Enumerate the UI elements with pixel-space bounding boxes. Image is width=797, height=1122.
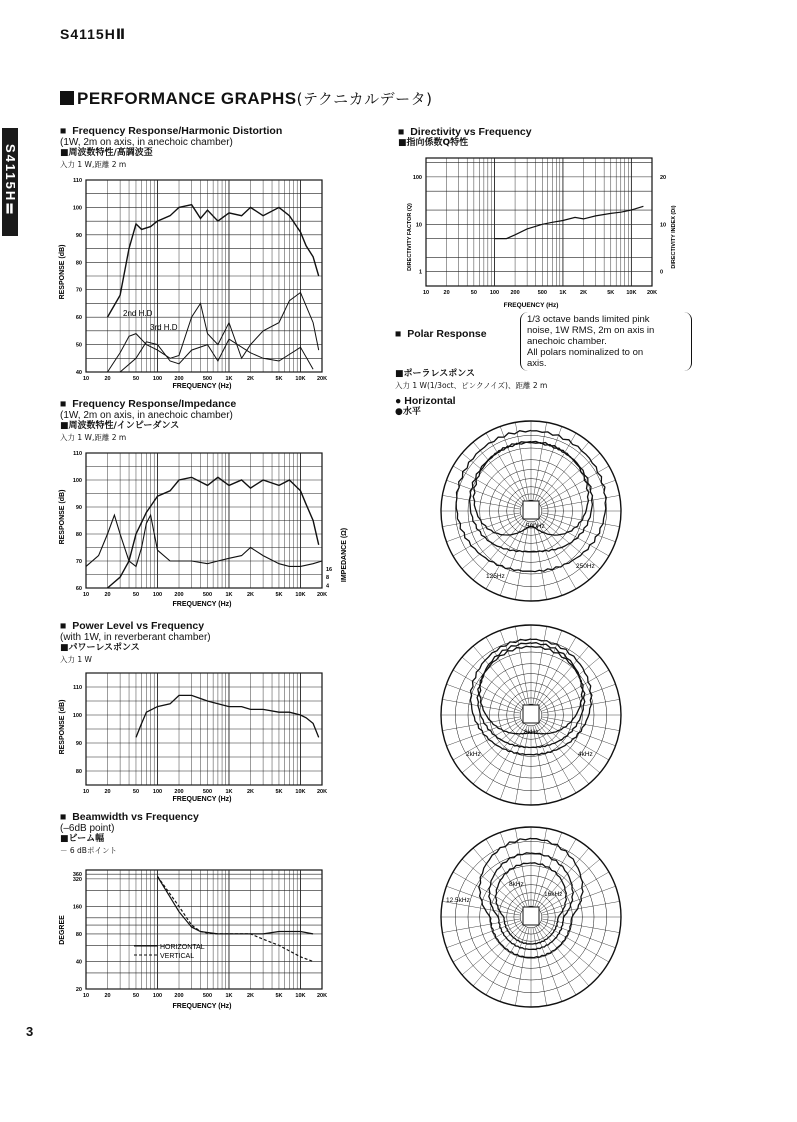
legend-vertical: VERTICAL — [160, 953, 195, 960]
sec-freq-harm: ■ Frequency Response/Harmonic Distortion (1W, 2m on axis, in anechoic chamber) ■周波数特性/高調波歪 入力 1 W,距離 2 m — [60, 125, 283, 169]
polar-note-line: anechoic chamber. — [527, 336, 607, 347]
x-tick-label: 20 — [104, 789, 111, 795]
y2-tick-label: 20 — [660, 174, 667, 181]
x-tick-label: 200 — [174, 993, 184, 999]
x-tick-label: 5K — [275, 789, 283, 795]
sec-title: Power Level vs Frequency — [72, 620, 205, 632]
y-tick-label: 70 — [75, 287, 82, 294]
sec-cond: (1W, 2m on axis, in anechoic chamber) — [60, 137, 233, 148]
x-tick-label: 20K — [316, 592, 328, 598]
y2-tick-label: 10 — [660, 222, 667, 229]
polar-plot-horizontal-high — [436, 822, 626, 1012]
speaker-icon — [523, 501, 539, 519]
freq-imp-chart — [34, 445, 364, 610]
polar-label: 2kHz — [466, 751, 481, 758]
x-tick-label: 50 — [132, 376, 140, 382]
series-line-impedance — [86, 515, 322, 566]
speaker-icon — [523, 907, 539, 925]
title-jp: (テクニカルデータ) — [296, 90, 433, 108]
power-chart — [34, 667, 334, 807]
y2-tick-label: 0 — [660, 269, 664, 276]
x-tick-label: 2K — [246, 993, 255, 999]
x-tick-label: 20K — [316, 993, 328, 999]
sec-jp: ■指向係数Q特性 — [398, 138, 469, 148]
polar-plot-horizontal-low — [436, 416, 626, 606]
sec-jp: ■パワーレスポンス — [60, 643, 140, 653]
x-tick-label: 5K — [275, 376, 283, 382]
x-tick-label: 100 — [152, 592, 163, 598]
y-tick-label: 100 — [72, 713, 82, 719]
side-tab: S4115HⅡ — [2, 128, 18, 236]
x-tick-label: 10 — [422, 290, 430, 296]
chart-lines — [136, 695, 319, 737]
x-tick-label: 10 — [82, 376, 90, 382]
polar-note — [520, 312, 692, 371]
sec-title: Directivity vs Frequency — [410, 126, 532, 138]
y2-tick-label: 4 — [326, 583, 330, 590]
legend-horizontal: HORIZONTAL — [160, 944, 205, 951]
y-tick-label: 50 — [75, 342, 82, 349]
polar-spoke — [540, 670, 609, 710]
polar-note-line: noise, 1W RMS, 2m on axis in — [527, 325, 655, 336]
y-tick-label: 100 — [72, 205, 82, 212]
x-tick-label: 100 — [152, 993, 163, 999]
x-tick-label: 200 — [174, 789, 184, 795]
y-tick-label: 20 — [75, 987, 82, 993]
x-tick-label: 500 — [202, 592, 213, 598]
polar-note-line: 1/3 octave bands limited pink — [527, 314, 650, 325]
sec-jp-sub: 入力 1 W — [60, 655, 92, 664]
polar-spoke — [540, 466, 609, 506]
sec-polar: ■ Polar Response — [395, 328, 487, 340]
page-title — [60, 88, 432, 109]
x-tick-label: 200 — [174, 376, 184, 382]
y-tick-label: 100 — [72, 478, 82, 484]
series-line-3rd-h-d — [120, 339, 313, 372]
y-tick-label: 110 — [73, 451, 82, 457]
x-tick-label: 10K — [295, 993, 306, 999]
y-tick-label: 90 — [75, 505, 82, 511]
sec-jp-sub: 入力 1 W(1/3oct、ピンクノイズ)、距離 2 m — [395, 381, 548, 390]
x-tick-label: 20 — [104, 993, 111, 999]
y-tick-label: 100 — [412, 174, 422, 181]
square-bullet-icon — [60, 91, 74, 105]
sec-jp: ■周波数特性/インピーダンス — [60, 421, 180, 431]
polar-spoke — [486, 724, 526, 793]
chart-ticks — [73, 451, 332, 598]
x-tick-label: 50 — [470, 290, 477, 296]
x-tick-label: 1K — [225, 993, 233, 999]
x-tick-label: 10 — [82, 993, 90, 999]
sec-title: Polar Response — [407, 328, 487, 340]
sec-power: ■ Power Level vs Frequency (with 1W, in reverberant chamber) ■パワーレスポンス 入力 1 W — [60, 620, 211, 664]
x-axis-label: FREQUENCY (Hz) — [172, 383, 232, 390]
x-tick-label: 5K — [275, 592, 283, 598]
chart-ticks — [73, 872, 327, 999]
hd3-label: 3rd H.D — [150, 323, 178, 332]
x-tick-label: 500 — [202, 993, 213, 999]
x-tick-label: 10 — [82, 592, 90, 598]
y-tick-label: 10 — [415, 222, 422, 229]
x-tick-label: 200 — [510, 290, 520, 296]
y-axis-label: RESPONSE (dB) — [59, 244, 66, 300]
polar-note-line: All polars nominalized to on — [527, 347, 644, 358]
plot-frame — [426, 158, 652, 286]
chart-grid — [86, 453, 322, 588]
page-number: 3 — [26, 1024, 34, 1039]
sec-beam: ■ Beamwidth vs Frequency (–6dB point) ■ビーム幅 － 6 dBポイント — [60, 811, 199, 855]
x-tick-label: 10K — [626, 290, 637, 296]
y-tick-label: 80 — [75, 931, 82, 938]
polar-label: 8kHz — [509, 881, 524, 888]
sec-title: Beamwidth vs Frequency — [72, 811, 199, 823]
y2-axis-label: IMPEDANCE (Ω) — [341, 527, 348, 583]
x-tick-label: 20K — [646, 290, 658, 296]
y-tick-label: 320 — [72, 876, 82, 883]
chart-lines — [86, 477, 322, 588]
polar-label: 250Hz — [576, 563, 595, 570]
polar-horizontal-jp: ●水平 — [395, 407, 421, 417]
x-axis-label: FREQUENCY (Hz) — [172, 796, 232, 803]
y-tick-label: 40 — [75, 370, 82, 376]
y-axis-label: DEGREE — [59, 915, 66, 945]
x-tick-label: 10K — [295, 789, 306, 795]
y-tick-label: 360 — [72, 872, 82, 879]
hd2-label: 2nd H.D — [123, 309, 153, 318]
freq-harm-chart — [34, 172, 334, 392]
x-tick-label: 50 — [132, 789, 140, 795]
sec-cond: (–6dB point) — [60, 823, 115, 834]
title-en: PERFORMANCE GRAPHS — [77, 89, 297, 108]
y2-tick-label: 8 — [326, 575, 330, 582]
chart-grid — [426, 158, 652, 286]
x-tick-label: 10K — [295, 376, 306, 382]
x-tick-label: 1K — [559, 290, 567, 296]
polar-horizontal: ● Horizontal — [395, 395, 456, 407]
y-axis-label: RESPONSE (dB) — [59, 699, 66, 755]
polar-spoke — [453, 872, 522, 912]
x-tick-label: 20 — [104, 592, 111, 598]
beamwidth-chart — [34, 862, 334, 1012]
y2-axis-label: DIRECTIVITY INDEX (Di) — [671, 205, 677, 269]
chart-grid — [86, 180, 322, 372]
chart-grid — [86, 673, 322, 785]
y-tick-label: 90 — [75, 741, 82, 747]
x-tick-label: 100 — [152, 789, 163, 795]
x-tick-label: 20K — [316, 789, 328, 795]
chart-ticks — [73, 685, 327, 795]
x-axis-label: FREQUENCY (Hz) — [172, 1003, 232, 1010]
y-tick-label: 80 — [75, 769, 82, 775]
sec-jp-sub: 入力 1 W,距離 2 m — [60, 160, 127, 169]
series-line-power-level — [136, 695, 319, 737]
y-tick-label: 110 — [73, 685, 82, 691]
polar-note-line: axis. — [527, 358, 547, 369]
y-tick-label: 80 — [75, 260, 82, 267]
y-tick-label: 70 — [75, 559, 82, 565]
x-tick-label: 200 — [174, 592, 184, 598]
sec-jp-sub: － 6 dBポイント — [60, 846, 117, 855]
x-tick-label: 2K — [246, 789, 255, 795]
x-tick-label: 50 — [132, 993, 140, 999]
series-line-q — [495, 206, 644, 238]
x-tick-label: 1K — [225, 592, 233, 598]
sec-directivity: ■ Directivity vs Frequency ■指向係数Q特性 — [398, 126, 532, 148]
x-tick-label: 5K — [607, 290, 615, 296]
x-tick-label: 20K — [316, 376, 328, 382]
polar-label: 12.5kHz — [446, 897, 470, 904]
sec-jp: ■ビーム幅 — [60, 834, 105, 844]
y-tick-label: 60 — [75, 315, 82, 322]
y-tick-label: 90 — [75, 232, 82, 239]
sec-title: Frequency Response/Impedance — [72, 398, 237, 410]
sec-title: Frequency Response/Harmonic Distortion — [72, 125, 283, 137]
x-tick-label: 500 — [202, 376, 213, 382]
x-tick-label: 10K — [295, 592, 306, 598]
sec-cond: (with 1W, in reverberant chamber) — [60, 632, 211, 643]
sec-jp: ■ポーラレスポンス — [395, 369, 475, 379]
x-tick-label: 2K — [246, 376, 255, 382]
x-tick-label: 20 — [443, 290, 450, 296]
y-axis-label: DIRECTIVITY FACTOR (Q) — [407, 203, 413, 271]
x-tick-label: 5K — [275, 993, 283, 999]
x-tick-label: 500 — [537, 290, 547, 296]
x-tick-label: 1K — [225, 789, 233, 795]
y-tick-label: 40 — [75, 959, 82, 966]
y-tick-label: 160 — [72, 904, 82, 911]
x-axis-label: FREQUENCY (Hz) — [172, 601, 232, 608]
x-axis-label: FREQUENCY (Hz) — [503, 302, 559, 309]
directivity-chart — [396, 152, 696, 312]
x-tick-label: 100 — [489, 290, 500, 296]
x-tick-label: 10 — [82, 789, 90, 795]
y-tick-label: 1 — [418, 269, 422, 276]
chart-grid — [86, 870, 322, 989]
polar-spoke — [536, 520, 576, 589]
x-tick-label: 100 — [152, 376, 163, 382]
sec-cond: (1W, 2m on axis, in anechoic chamber) — [60, 410, 233, 421]
x-tick-label: 2K — [246, 592, 255, 598]
speaker-icon — [523, 705, 539, 723]
sec-polar-jp — [395, 369, 547, 418]
x-tick-label: 20 — [104, 376, 111, 382]
sec-freq-imp: ■ Frequency Response/Impedance (1W, 2m on axis, in anechoic chamber) ■周波数特性/インピーダンス 入力 1 W,距離 2 m — [60, 398, 237, 442]
polar-plot-horizontal-mid — [436, 620, 626, 810]
polar-label: 4kHz — [578, 751, 593, 758]
polar-label: 16kHz — [544, 891, 563, 898]
polar-spoke — [540, 720, 609, 760]
y-tick-label: 60 — [75, 586, 82, 592]
polar-spoke — [453, 670, 522, 710]
y2-tick-label: 16 — [326, 567, 333, 574]
x-tick-label: 2K — [580, 290, 588, 296]
polar-label: 500Hz — [526, 523, 545, 530]
x-tick-label: 500 — [202, 789, 213, 795]
polar-spoke — [453, 466, 522, 506]
y-tick-label: 80 — [75, 532, 82, 538]
polar-label: 125Hz — [486, 573, 505, 580]
chart-lines — [495, 206, 644, 238]
model-number: S4115HⅡ — [60, 26, 127, 42]
polar-spoke — [536, 724, 576, 793]
y-tick-label: 110 — [73, 178, 82, 184]
x-tick-label: 1K — [225, 376, 233, 382]
y-axis-label: RESPONSE (dB) — [59, 489, 66, 545]
plot-frame — [86, 870, 322, 989]
sec-jp-sub: 入力 1 W,距離 2 m — [60, 433, 127, 442]
polar-label: 8kHz — [524, 729, 539, 736]
chart-ticks — [73, 178, 327, 382]
sec-jp: ■周波数特性/高調波歪 — [60, 148, 153, 158]
x-tick-label: 50 — [132, 592, 140, 598]
